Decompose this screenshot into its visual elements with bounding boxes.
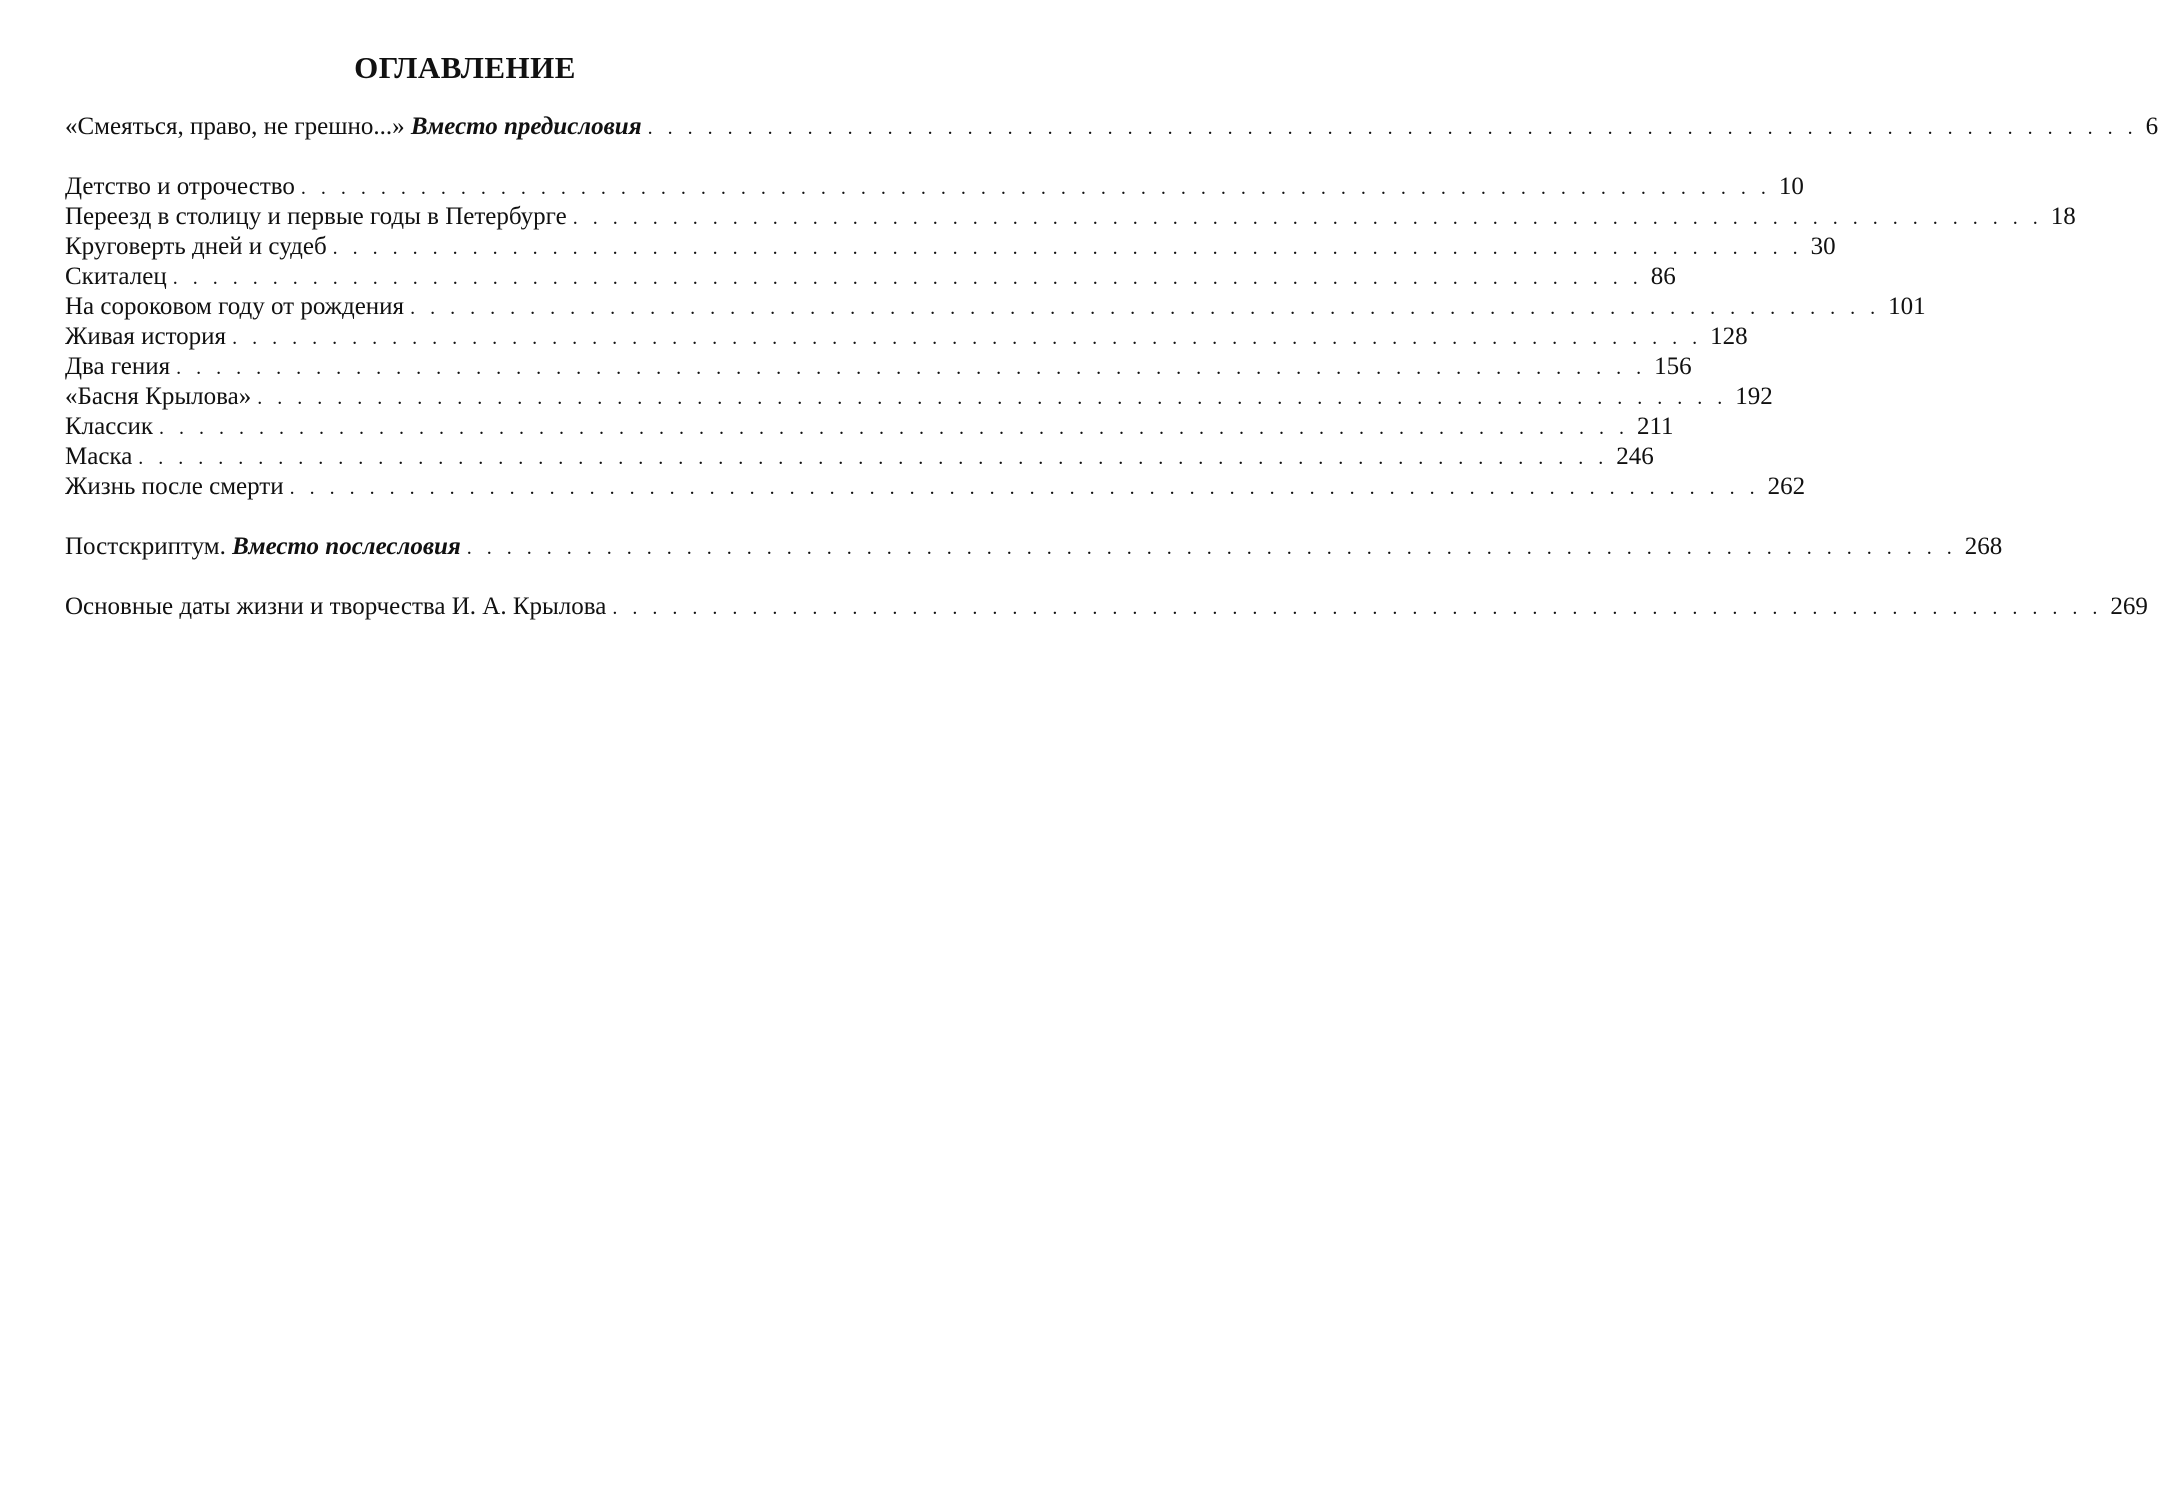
postscript-text: Постскриптум. (65, 533, 226, 560)
leader-dots: . . . . . . . . . . . . . . . . . . . . . . . . . . . . . . . . . . . . . . . . . . . . . . . . . . . . . . . . . . . . . . . . . . . . . . . . . . (138, 447, 1609, 469)
toc-entry-title: «Басня Крылова» (65, 383, 252, 410)
toc-entry-title: Круговерть дней и судеб (65, 233, 327, 260)
toc-page-number: 6 (2145, 113, 2158, 140)
toc-entry-title: На сороковом году от рождения (65, 293, 405, 320)
leader-dots: . . . . . . . . . . . . . . . . . . . . . . . . . . . . . . . . . . . . . . . . . . . . . . . . . . . . . . . . . . . . . . . . . . . . . . . . . . (158, 417, 1629, 439)
toc-entry-title: Жизнь после смерти (65, 473, 284, 500)
toc-entry[interactable] (65, 322, 1748, 352)
toc-entry[interactable] (65, 352, 1692, 382)
toc-page-number: 262 (1767, 473, 1806, 500)
toc-entry[interactable] (65, 412, 1674, 442)
toc-page-number: 10 (1778, 173, 1804, 200)
toc-entry-title: Скиталец (65, 263, 167, 290)
leader-dots: . . . . . . . . . . . . . . . . . . . . . . . . . . . . . . . . . . . . . . . . . . . . . . . . . . . . . . . . . . . . . . . . . . . . . . . . . . . (466, 537, 1957, 559)
toc-entry[interactable] (65, 472, 1806, 502)
leader-dots: . . . . . . . . . . . . . . . . . . . . . . . . . . . . . . . . . . . . . . . . . . . . . . . . . . . . . . . . . . . . . . . . . . . . . . . . . . . (612, 597, 2103, 619)
toc-entry-title: Переезд в столицу и первые годы в Петербурге (65, 203, 567, 230)
leader-dots: . . . . . . . . . . . . . . . . . . . . . . . . . . . . . . . . . . . . . . . . . . . . . . . . . . . . . . . . . . . . . . . . . . . . . . . . . . (300, 177, 1771, 199)
toc-page-number: 268 (1964, 533, 2003, 560)
toc-entry-title: Маска (65, 443, 133, 470)
toc-entry[interactable] (65, 292, 1926, 322)
toc-entry-title: Основные даты жизни и творчества И. А. Крылова (65, 593, 607, 620)
preface-subtitle: Вместо предисловия (410, 113, 642, 140)
leader-dots: . . . . . . . . . . . . . . . . . . . . . . . . . . . . . . . . . . . . . . . . . . . . . . . . . . . . . . . . . . . . . . . . . . . . . . . . . . (332, 237, 1803, 259)
toc-entry[interactable] (65, 202, 2076, 232)
leader-dots: . . . . . . . . . . . . . . . . . . . . . . . . . . . . . . . . . . . . . . . . . . . . . . . . . . . . . . . . . . . . . . . . . . . . . . . . . . (257, 387, 1728, 409)
leader-dots: . . . . . . . . . . . . . . . . . . . . . . . . . . . . . . . . . . . . . . . . . . . . . . . . . . . . . . . . . . . . . . . . . . . . . . . . . . (289, 477, 1760, 499)
leader-dots: . . . . . . . . . . . . . . . . . . . . . . . . . . . . . . . . . . . . . . . . . . . . . . . . . . . . . . . . . . . . . . . . . . . . . . . . . . (572, 207, 2043, 229)
toc-entry[interactable] (65, 262, 1676, 292)
toc-page-number: 246 (1616, 443, 1654, 470)
toc-entry-dates[interactable] (65, 592, 2148, 622)
toc-entry[interactable] (65, 232, 1836, 262)
toc-entry-title: Два гения (65, 353, 171, 380)
toc-entry-title: Детство и отрочество (65, 173, 295, 200)
toc-entry-title (65, 112, 642, 142)
toc-entry[interactable] (65, 382, 1773, 412)
postscript-subtitle: Вместо послесловия (232, 533, 461, 560)
leader-dots: . . . . . . . . . . . . . . . . . . . . . . . . . . . . . . . . . . . . . . . . . . . . . . . . . . . . . . . . . . . . . . . . . . . . . . . . . . . (647, 117, 2138, 139)
toc-page-number: 269 (2110, 593, 2148, 620)
toc-page-number: 211 (1636, 413, 1674, 440)
page-title: ОГЛАВЛЕНИЕ (354, 50, 576, 85)
leader-dots: . . . . . . . . . . . . . . . . . . . . . . . . . . . . . . . . . . . . . . . . . . . . . . . . . . . . . . . . . . . . . . . . . . . . . . . . . . (172, 267, 1643, 289)
toc-page-number: 128 (1710, 323, 1748, 350)
preface-text: «Смеяться, право, не грешно...» (65, 113, 405, 140)
chapter-list (65, 172, 2076, 502)
toc-page-number: 86 (1650, 263, 1676, 290)
table-of-contents (65, 112, 2158, 622)
toc-entry-postscript[interactable] (65, 532, 2003, 562)
toc-entry-title (65, 532, 461, 562)
toc-page-number: 30 (1810, 233, 1836, 260)
toc-entry[interactable] (65, 442, 1654, 472)
toc-entry[interactable] (65, 172, 1804, 202)
leader-dots: . . . . . . . . . . . . . . . . . . . . . . . . . . . . . . . . . . . . . . . . . . . . . . . . . . . . . . . . . . . . . . . . . . . . . . . . . . (176, 357, 1647, 379)
toc-page-number: 18 (2050, 203, 2076, 230)
leader-dots: . . . . . . . . . . . . . . . . . . . . . . . . . . . . . . . . . . . . . . . . . . . . . . . . . . . . . . . . . . . . . . . . . . . . . . . . . . (232, 327, 1703, 349)
toc-entry-preface[interactable] (65, 112, 2158, 142)
leader-dots: . . . . . . . . . . . . . . . . . . . . . . . . . . . . . . . . . . . . . . . . . . . . . . . . . . . . . . . . . . . . . . . . . . . . . . . . . . (410, 297, 1881, 319)
toc-page-number: 192 (1735, 383, 1773, 410)
toc-page-number: 101 (1888, 293, 1926, 320)
toc-entry-title: Классик (65, 413, 153, 440)
toc-page-number: 156 (1654, 353, 1692, 380)
toc-entry-title: Живая история (65, 323, 227, 350)
